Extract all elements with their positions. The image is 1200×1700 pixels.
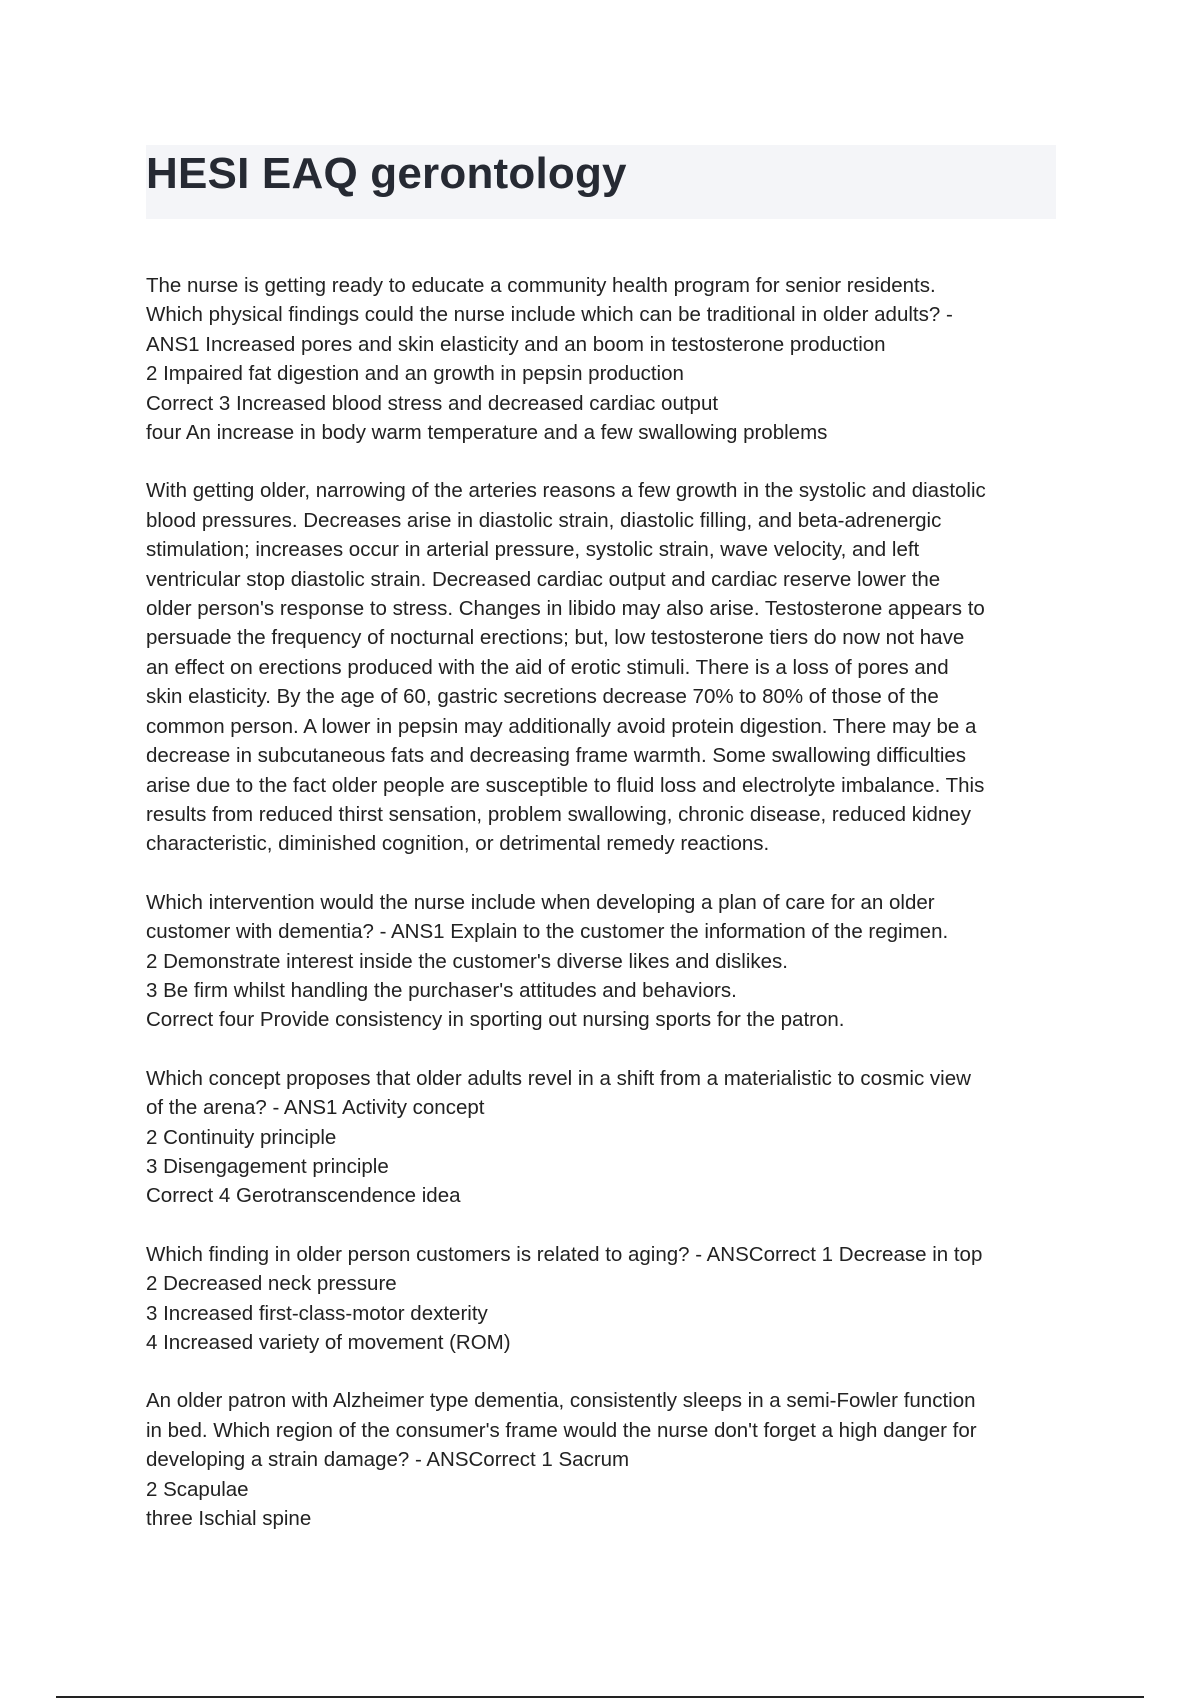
text-line: Correct 3 Increased blood stress and decreased cardiac output <box>146 391 719 415</box>
text-line: an effect on erections produced with the aid of erotic stimuli. There is a loss of pores and <box>146 655 949 679</box>
text-line: three Ischial spine <box>146 1507 312 1531</box>
text-line: Correct 4 Gerotranscendence idea <box>146 1184 461 1208</box>
text-line: 3 Be firm whilst handling the purchaser's attitudes and behaviors. <box>146 978 737 1002</box>
text-line: arise due to the fact older people are susceptible to fluid loss and electrolyte imbalance. This <box>146 773 985 797</box>
text-line: With getting older, narrowing of the arteries reasons a few growth in the systolic and diastolic <box>146 479 986 503</box>
question-block <box>146 888 1066 1035</box>
text-line: 3 Increased first-class-motor dexterity <box>146 1301 488 1325</box>
text-line: of the arena? - ANS1 Activity concept <box>146 1096 485 1120</box>
text-line: Which concept proposes that older adults revel in a shift from a materialistic to cosmic view <box>146 1066 971 1090</box>
rationale-block <box>146 476 1066 858</box>
text-line: decrease in subcutaneous fats and decreasing frame warmth. Some swallowing difficulties <box>146 744 967 768</box>
text-line: in bed. Which region of the consumer's frame would the nurse don't forget a high danger for <box>146 1418 977 1442</box>
text-line: 2 Demonstrate interest inside the customer's diverse likes and dislikes. <box>146 949 788 973</box>
text-line: blood pressures. Decreases arise in diastolic strain, diastolic filling, and beta-adrenergic <box>146 508 942 532</box>
text-line: 3 Disengagement principle <box>146 1154 389 1178</box>
question-block <box>146 1386 1066 1533</box>
text-line: four An increase in body warm temperature and a few swallowing problems <box>146 421 828 445</box>
text-line: persuade the frequency of nocturnal erections; but, low testosterone tiers do now not have <box>146 626 965 650</box>
text-line: common person. A lower in pepsin may additionally avoid protein digestion. There may be a <box>146 714 977 738</box>
text-line: Which intervention would the nurse include when developing a plan of care for an older <box>146 890 935 914</box>
question-block <box>146 1240 1066 1358</box>
text-line: characteristic, diminished cognition, or detrimental remedy reactions. <box>146 832 770 856</box>
text-line: customer with dementia? - ANS1 Explain to the customer the information of the regimen. <box>146 920 949 944</box>
text-line: The nurse is getting ready to educate a community health program for senior residents. <box>146 274 936 297</box>
question-block <box>146 1064 1066 1211</box>
text-line: 2 Continuity principle <box>146 1125 337 1149</box>
text-line: 4 Increased variety of movement (ROM) <box>146 1331 511 1354</box>
text-line: 2 Decreased neck pressure <box>146 1272 397 1296</box>
page-title: HESI EAQ gerontology <box>146 149 627 198</box>
text-line: developing a strain damage? - ANSCorrect 1 Sacrum <box>146 1448 630 1472</box>
text-line: Which finding in older person customers is related to aging? - ANSCorrect 1 Decrease in top <box>146 1242 983 1266</box>
text-line: skin elasticity. By the age of 60, gastric secretions decrease 70% to 80% of those of the <box>146 685 939 709</box>
text-line: older person's response to stress. Changes in libido may also arise. Testosterone appears to <box>146 597 985 621</box>
text-line: Correct four Provide consistency in sporting out nursing sports for the patron. <box>146 1008 845 1032</box>
text-line: 2 Impaired fat digestion and an growth in pepsin production <box>146 362 684 386</box>
text-line: ventricular stop diastolic strain. Decreased cardiac output and cardiac reserve lower the <box>146 567 941 591</box>
text-line: ANS1 Increased pores and skin elasticity and an boom in testosterone production <box>146 332 886 356</box>
document-body <box>146 271 1066 1562</box>
text-line: stimulation; increases occur in arterial pressure, systolic strain, wave velocity, and left <box>146 538 920 562</box>
text-line: results from reduced thirst sensation, problem swallowing, chronic disease, reduced kidney <box>146 802 971 826</box>
text-line: Which physical findings could the nurse include which can be traditional in older adults? - <box>146 303 953 327</box>
footer-divider <box>56 1696 1144 1698</box>
text-line: 2 Scapulae <box>146 1477 249 1501</box>
text-line: An older patron with Alzheimer type dementia, consistently sleeps in a semi-Fowler function <box>146 1389 976 1413</box>
question-block <box>146 271 1066 447</box>
